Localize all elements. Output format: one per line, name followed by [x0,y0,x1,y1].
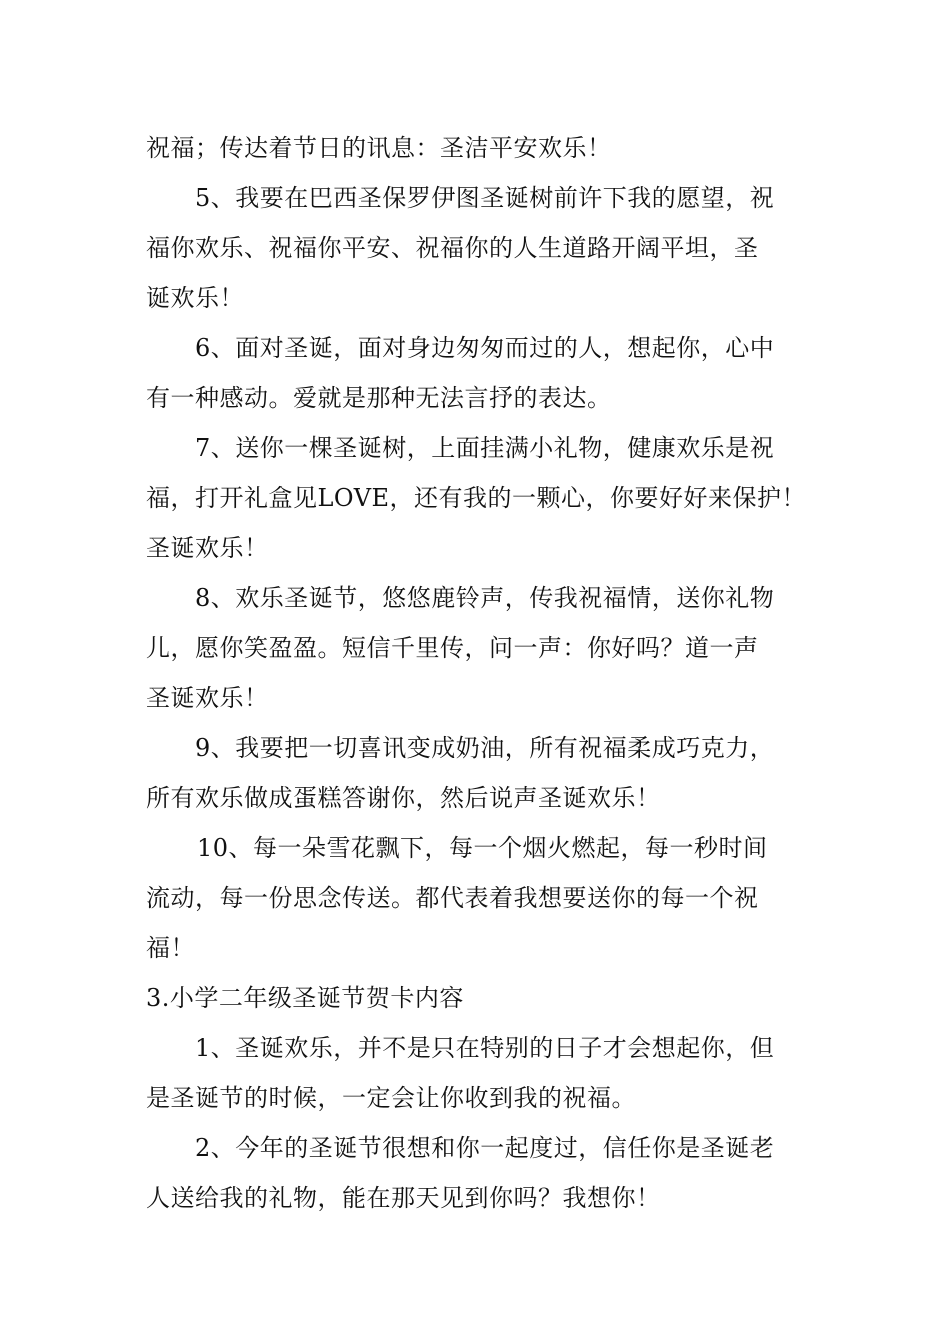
list-item-7-line-2: 福，打开礼盒见LOVE，还有我的一颗心，你要好好来保护！ [146,484,807,512]
list-item-2-line-2: 人送给我的礼物，能在那天见到你吗？我想你！ [146,1184,661,1212]
list-item-9-line-2: 所有欢乐做成蛋糕答谢你，然后说声圣诞欢乐！ [146,784,661,812]
list-item-10-line-2: 流动，每一份思念传送。都代表着我想要送你的每一个祝 [146,884,759,912]
list-item-10-line-1: 10、每一朵雪花飘下，每一个烟火燃起，每一秒时间 [197,834,768,862]
list-item-7-line-3: 圣诞欢乐！ [146,534,269,562]
list-item-1-line-2: 是圣诞节的时候，一定会让你收到我的祝福。 [146,1084,636,1112]
list-item-7-line-1: 7、送你一棵圣诞树，上面挂满小礼物，健康欢乐是祝 [195,434,775,462]
list-item-6-line-1: 6、面对圣诞，面对身边匆匆而过的人，想起你，心中 [195,334,775,362]
list-item-5-line-2: 福你欢乐、祝福你平安、祝福你的人生道路开阔平坦，圣 [146,234,759,262]
list-item-5-line-1: 5、我要在巴西圣保罗伊图圣诞树前许下我的愿望，祝 [195,184,775,212]
list-item-2-line-1: 2、今年的圣诞节很想和你一起度过，信任你是圣诞老 [195,1134,775,1162]
list-item-6-line-2: 有一种感动。爱就是那种无法言抒的表达。 [146,384,612,412]
list-item-8-line-3: 圣诞欢乐！ [146,684,269,712]
section-heading: 3.小学二年级圣诞节贺卡内容 [146,984,464,1012]
list-item-9-line-1: 9、我要把一切喜讯变成奶油，所有祝福柔成巧克力， [195,734,775,762]
list-item-10-line-3: 福！ [146,934,195,962]
list-item-5-line-3: 诞欢乐！ [146,284,244,312]
list-item-8-line-1: 8、欢乐圣诞节，悠悠鹿铃声，传我祝福情，送你礼物 [195,584,775,612]
list-item-8-line-2: 儿，愿你笑盈盈。短信千里传，问一声：你好吗？道一声 [146,634,759,662]
list-item-1-line-1: 1、圣诞欢乐，并不是只在特别的日子才会想起你，但 [195,1034,775,1062]
text-line: 祝福；传达着节日的讯息：圣洁平安欢乐！ [146,134,612,162]
